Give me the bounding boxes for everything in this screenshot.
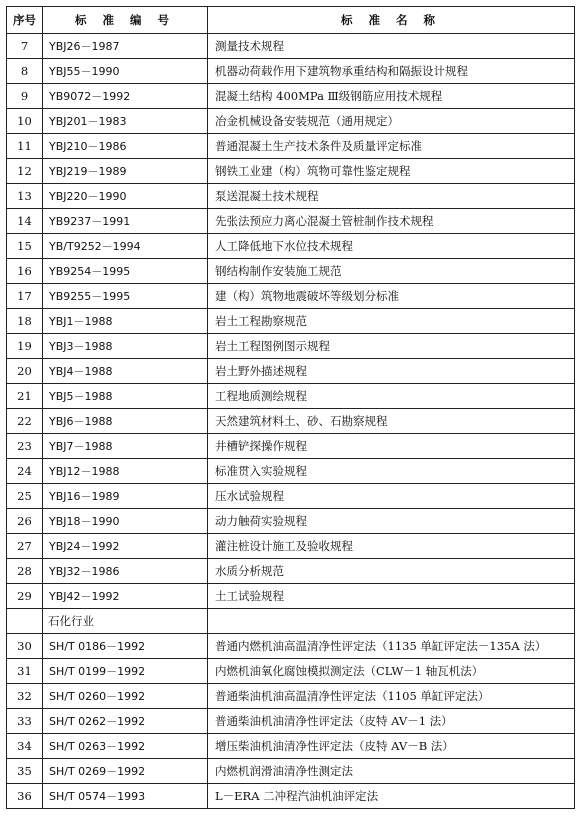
row-standard-name: 灌注桩设计施工及验收规程: [208, 534, 575, 559]
row-standard-name: 动力触荷实验规程: [208, 509, 575, 534]
row-number: 23: [7, 434, 43, 459]
table-row: [7, 759, 575, 784]
row-standard-name: 建（构）筑物地震破坏等级划分标准: [208, 284, 575, 309]
row-standard-code: YB/T9252－1994: [43, 234, 208, 259]
row-standard-code: SH/T 0199－1992: [43, 659, 208, 684]
row-number: 8: [7, 59, 43, 84]
standards-table: [6, 6, 575, 809]
header-standard-code: 标 准 编 号: [43, 7, 208, 34]
table-row: [7, 409, 575, 434]
row-standard-name: 冶金机械设备安装规范（通用规定）: [208, 109, 575, 134]
row-number: 15: [7, 234, 43, 259]
row-number: 21: [7, 384, 43, 409]
row-number: 24: [7, 459, 43, 484]
row-number: 16: [7, 259, 43, 284]
table-row: [7, 784, 575, 809]
row-standard-name: 混凝土结构 400MPa Ⅲ级钢筋应用技术规程: [208, 84, 575, 109]
row-standard-code: YBJ210－1986: [43, 134, 208, 159]
row-standard-name: 机器动荷载作用下建筑物承重结构和隔振设计规程: [208, 59, 575, 84]
header-standard-name: 标 准 名 称: [208, 7, 575, 34]
row-standard-code: YB9237－1991: [43, 209, 208, 234]
table-row: [7, 534, 575, 559]
row-standard-name: 土工试验规程: [208, 584, 575, 609]
row-standard-name: 水质分析规范: [208, 559, 575, 584]
row-standard-code: YBJ24－1992: [43, 534, 208, 559]
header-serial-number: 序号: [7, 7, 43, 34]
row-standard-name: 增压柴油机油清净性评定法（皮特 AV－B 法）: [208, 734, 575, 759]
row-number: 9: [7, 84, 43, 109]
table-row: [7, 659, 575, 684]
table-row: [7, 209, 575, 234]
table-row: [7, 709, 575, 734]
row-standard-name: 压水试验规程: [208, 484, 575, 509]
row-number: 25: [7, 484, 43, 509]
section-empty-cell: [208, 609, 575, 634]
row-number: 30: [7, 634, 43, 659]
row-standard-name: 普通柴油机油高温清净性评定法（1105 单缸评定法）: [208, 684, 575, 709]
row-standard-name: 工程地质测绘规程: [208, 384, 575, 409]
row-standard-code: YBJ3－1988: [43, 334, 208, 359]
table-row: [7, 359, 575, 384]
row-number: 10: [7, 109, 43, 134]
table-row: [7, 109, 575, 134]
row-standard-code: YBJ16－1989: [43, 484, 208, 509]
table-header-row: [7, 7, 575, 34]
table-row: [7, 159, 575, 184]
table-row: [7, 459, 575, 484]
row-number: 18: [7, 309, 43, 334]
table-row: [7, 284, 575, 309]
row-number: 12: [7, 159, 43, 184]
row-standard-code: YBJ4－1988: [43, 359, 208, 384]
row-standard-name: 标准贯入实验规程: [208, 459, 575, 484]
table-row: [7, 34, 575, 59]
table-row: [7, 684, 575, 709]
row-standard-code: YBJ42－1992: [43, 584, 208, 609]
row-standard-code: YBJ219－1989: [43, 159, 208, 184]
row-standard-code: SH/T 0263－1992: [43, 734, 208, 759]
row-standard-code: YBJ12－1988: [43, 459, 208, 484]
table-row: [7, 59, 575, 84]
table-row: [7, 184, 575, 209]
row-standard-name: 井槽铲探操作规程: [208, 434, 575, 459]
table-row: [7, 309, 575, 334]
table-row: [7, 384, 575, 409]
row-number: 36: [7, 784, 43, 809]
section-row: [7, 609, 575, 634]
row-standard-code: YBJ6－1988: [43, 409, 208, 434]
row-number: 29: [7, 584, 43, 609]
row-standard-name: 测量技术规程: [208, 34, 575, 59]
table-row: [7, 734, 575, 759]
row-number: 34: [7, 734, 43, 759]
section-label: 石化行业: [43, 609, 208, 634]
row-number: 20: [7, 359, 43, 384]
row-standard-code: YB9072－1992: [43, 84, 208, 109]
table-row: [7, 134, 575, 159]
row-number: 17: [7, 284, 43, 309]
row-number: 27: [7, 534, 43, 559]
table-row: [7, 584, 575, 609]
row-number: 26: [7, 509, 43, 534]
row-standard-code: SH/T 0269－1992: [43, 759, 208, 784]
row-number: 32: [7, 684, 43, 709]
row-standard-name: 内燃机油氧化腐蚀模拟测定法（CLW－1 轴瓦机法）: [208, 659, 575, 684]
row-standard-code: SH/T 0262－1992: [43, 709, 208, 734]
row-standard-name: 天然建筑材料土、砂、石勘察规程: [208, 409, 575, 434]
row-standard-code: SH/T 0574－1993: [43, 784, 208, 809]
table-body-section: [7, 609, 575, 634]
row-number: 31: [7, 659, 43, 684]
row-standard-code: YBJ220－1990: [43, 184, 208, 209]
row-number: 13: [7, 184, 43, 209]
row-standard-name: 普通内燃机油高温清净性评定法（1135 单缸评定法－135A 法）: [208, 634, 575, 659]
row-standard-code: YB9254－1995: [43, 259, 208, 284]
table-row: [7, 484, 575, 509]
row-standard-name: 钢铁工业建（构）筑物可靠性鉴定规程: [208, 159, 575, 184]
row-standard-name: 岩土野外描述规程: [208, 359, 575, 384]
row-standard-name: 普通混凝土生产技术条件及质量评定标准: [208, 134, 575, 159]
table-row: [7, 84, 575, 109]
row-standard-name: 钢结构制作安装施工规范: [208, 259, 575, 284]
row-standard-code: SH/T 0260－1992: [43, 684, 208, 709]
row-standard-code: YBJ18－1990: [43, 509, 208, 534]
row-number: 11: [7, 134, 43, 159]
row-standard-name: 先张法预应力离心混凝土管桩制作技术规程: [208, 209, 575, 234]
table-row: [7, 509, 575, 534]
row-standard-code: YBJ7－1988: [43, 434, 208, 459]
section-empty-cell: [7, 609, 43, 634]
table-row: [7, 434, 575, 459]
row-number: 14: [7, 209, 43, 234]
row-standard-name: L－ERA 二冲程汽油机油评定法: [208, 784, 575, 809]
table-body-petrochemical: [7, 634, 575, 809]
row-standard-code: YBJ55－1990: [43, 59, 208, 84]
row-number: 22: [7, 409, 43, 434]
row-number: 19: [7, 334, 43, 359]
row-standard-code: YBJ32－1986: [43, 559, 208, 584]
row-number: 7: [7, 34, 43, 59]
row-standard-name: 人工降低地下水位技术规程: [208, 234, 575, 259]
table-row: [7, 259, 575, 284]
table-row: [7, 334, 575, 359]
row-standard-name: 普通柴油机油清净性评定法（皮特 AV－1 法）: [208, 709, 575, 734]
table-row: [7, 634, 575, 659]
row-standard-code: YBJ1－1988: [43, 309, 208, 334]
row-standard-name: 内燃机润滑油清净性测定法: [208, 759, 575, 784]
table-row: [7, 234, 575, 259]
row-number: 28: [7, 559, 43, 584]
row-standard-code: YBJ201－1983: [43, 109, 208, 134]
row-standard-code: SH/T 0186－1992: [43, 634, 208, 659]
row-standard-name: 岩土工程图例图示规程: [208, 334, 575, 359]
row-number: 35: [7, 759, 43, 784]
table-row: [7, 559, 575, 584]
row-standard-code: YBJ26－1987: [43, 34, 208, 59]
table-body-metallurgy: [7, 34, 575, 609]
row-standard-code: YBJ5－1988: [43, 384, 208, 409]
row-standard-name: 泵送混凝土技术规程: [208, 184, 575, 209]
row-standard-code: YB9255－1995: [43, 284, 208, 309]
row-number: 33: [7, 709, 43, 734]
row-standard-name: 岩土工程勘察规范: [208, 309, 575, 334]
